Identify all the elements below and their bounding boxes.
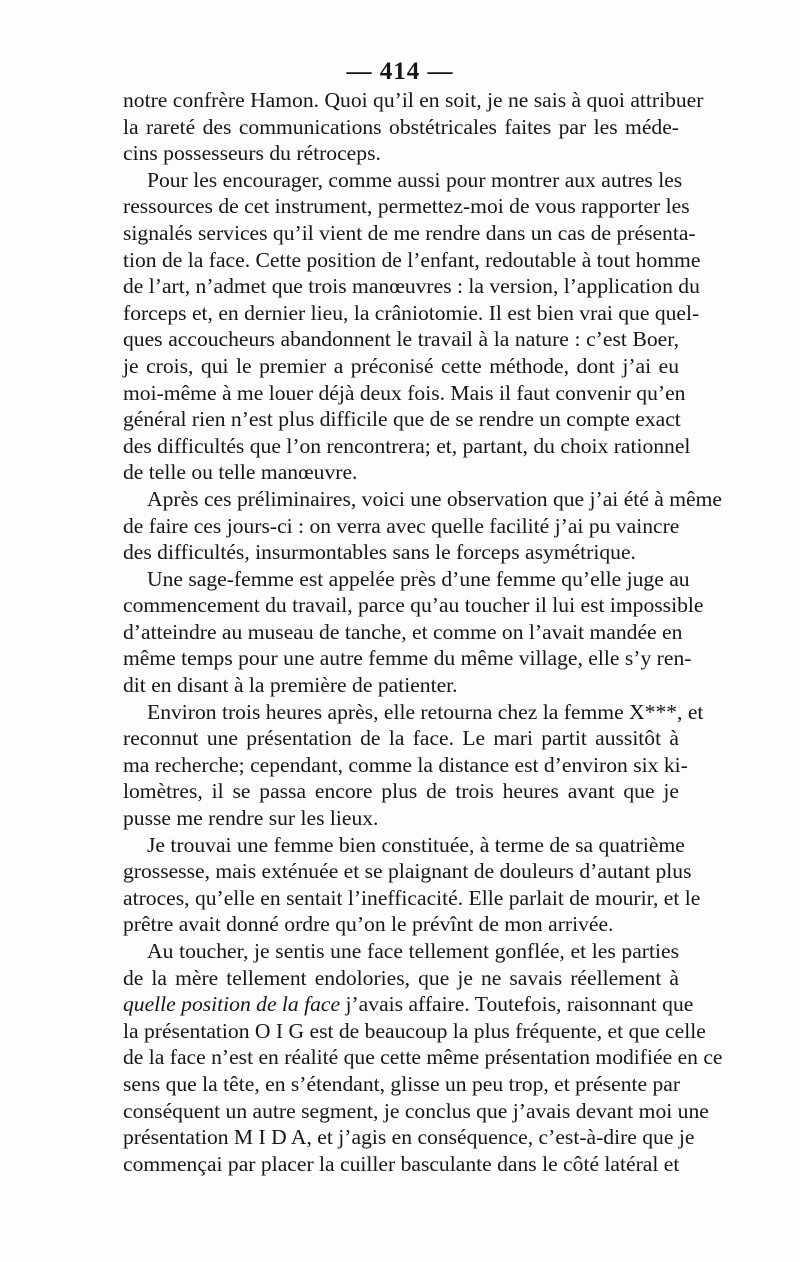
text-line: ques accoucheurs abandonnent le travail à la nature : c’est Boer,	[123, 327, 679, 352]
text-line: forceps et, en dernier lieu, la crâniotomie. Il est bien vrai que quel-	[123, 300, 700, 325]
paragraph-7	[123, 938, 723, 1177]
text-line: moi-même à me louer déjà deux fois. Mais il faut convenir qu’en	[123, 380, 686, 405]
text-line: des difficultés, insurmontables sans le forceps asymétrique.	[123, 540, 636, 565]
paragraph-6	[123, 832, 701, 938]
text-line: dit en disant à la première de patienter.	[123, 673, 458, 698]
text-line: commençai par placer la cuiller basculante dans le côté latéral et	[123, 1151, 680, 1176]
text-line: général rien n’est plus difficile que de se rendre un compte exact	[123, 407, 681, 432]
text-line: Je trouvai une femme bien constituée, à terme de sa quatrième	[147, 832, 685, 857]
text-line: notre confrère Hamon. Quoi qu’il en soit, je ne sais à quoi attribuer	[123, 88, 704, 112]
paragraph-3	[123, 486, 723, 566]
text-line: ma recherche; cependant, comme la distance est d’environ six ki-	[123, 752, 688, 777]
text-line: de l’art, n’admet que trois manœuvres : la version, l’application du	[123, 274, 700, 299]
text-line: lomètres, il se passa encore plus de trois heures avant que je	[123, 779, 679, 804]
text-line: reconnut une présentation de la face. Le mari partit aussitôt à	[123, 726, 679, 751]
text-line: de faire ces jours-ci : on verra avec quelle facilité j’ai pu vaincre	[123, 513, 680, 538]
text-line: conséquent un autre segment, je conclus que j’avais devant moi une	[123, 1098, 709, 1123]
text-line: Au toucher, je sentis une face tellement gonflée, et les parties	[147, 939, 679, 963]
text-line: des difficultés que l’on rencontrera; et, partant, du choix rationnel	[123, 433, 691, 458]
paragraph-4	[123, 566, 704, 699]
text-line: de la face n’est en réalité que cette même présentation modifiée en ce	[123, 1045, 723, 1070]
text-line: atroces, qu’elle en sentait l’inefficacité. Elle parlait de mourir, et le	[123, 885, 701, 910]
text-line: Après ces préliminaires, voici une observation que j’ai été à même	[147, 486, 723, 511]
text-line: ressources de cet instrument, permettez-moi de vous rapporter les	[123, 194, 690, 219]
italic-phrase: quelle position de la face	[123, 992, 341, 1017]
text-line: pusse me rendre sur les lieux.	[123, 806, 379, 831]
text-line: je crois, qui le premier a préconisé cette méthode, dont j’ai eu	[123, 353, 679, 378]
text-line: Une sage-femme est appelée près d’une femme qu’elle juge au	[147, 566, 690, 591]
text-line: prêtre avait donné ordre qu’on le prévînt de mon arrivée.	[123, 912, 614, 937]
page-number: — 414 —	[346, 58, 454, 85]
text-line-with-italic	[123, 991, 694, 1018]
text-line: d’atteindre au museau de tanche, et comme on l’avait mandée en	[123, 619, 683, 644]
text-line: tion de la face. Cette position de l’enfant, redoutable à tout homme	[123, 247, 701, 272]
paragraph-2	[123, 167, 701, 486]
text-fragment: j’avais affaire. Toutefois, raisonnant que	[340, 992, 694, 1017]
text-line: grossesse, mais exténuée et se plaignant de douleurs d’autant plus	[123, 859, 692, 884]
text-line: commencement du travail, parce qu’au toucher il lui est impossible	[123, 593, 704, 618]
text-line: Environ trois heures après, elle retourna chez la femme X***, et	[147, 699, 704, 724]
paragraph-5	[123, 699, 704, 832]
text-line: de la mère tellement endolories, que je ne savais réellement à	[123, 965, 679, 990]
text-line: de telle ou telle manœuvre.	[123, 460, 358, 485]
paragraph-1	[123, 87, 704, 167]
text-line: cins possesseurs du rétroceps.	[123, 141, 381, 166]
text-line: sens que la tête, en s’étendant, glisse un peu trop, et présente par	[123, 1071, 681, 1096]
text-line: la rareté des communications obstétricales faites par les méde-	[123, 114, 679, 139]
body-text	[123, 87, 723, 1177]
text-line: signalés services qu’il vient de me rendre dans un cas de présenta-	[123, 220, 696, 245]
text-line: présentation M I D A, et j’agis en conséquence, c’est-à-dire que je	[123, 1125, 695, 1150]
text-line: la présentation O I G est de beaucoup la plus fréquente, et que celle	[123, 1018, 706, 1043]
text-line: Pour les encourager, comme aussi pour montrer aux autres les	[147, 167, 683, 192]
text-line: même temps pour une autre femme du même village, elle s’y ren-	[123, 646, 692, 671]
